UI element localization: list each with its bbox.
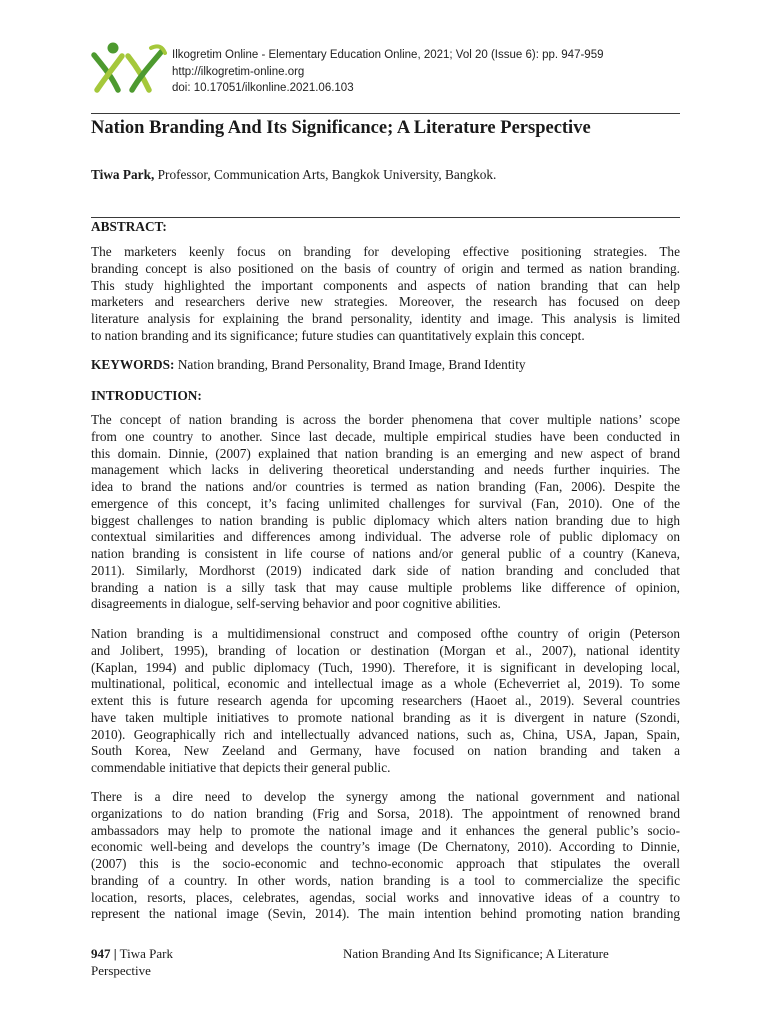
- footer-page-info: [91, 945, 173, 962]
- paragraph-line: 2010). Geographically rich and intellectually advanced nations, such as, China, USA, Japan, Spain,: [91, 726, 680, 742]
- paragraph-line: The concept of nation branding is across the border phenomena that cover multiple nations’ scope: [91, 412, 680, 427]
- journal-logo: [91, 40, 167, 94]
- abstract-line: The marketers keenly focus on branding for developing effective positioning strategies. The: [91, 244, 680, 259]
- running-title: Nation Branding And Its Significance; A Literature: [343, 946, 609, 961]
- intro-paragraph-1: [91, 412, 680, 613]
- page-number: 947: [91, 946, 111, 961]
- article-title: Nation Branding And Its Significance; A Literature Perspective: [91, 118, 591, 138]
- introduction-heading-text: INTRODUCTION:: [91, 388, 202, 403]
- paragraph-line: extent this is future research agenda for upcoming researchers (Haoet al., 2019). Several countries: [91, 693, 680, 708]
- intro-paragraph-2: [91, 626, 680, 777]
- keywords-text: Nation branding, Brand Personality, Brand Image, Brand Identity: [177, 357, 526, 372]
- footer-separator: |: [113, 946, 117, 961]
- paragraph-line: idea to brand the nations and/or countries is termed as nation branding (Fan, 2006). Despite the: [91, 479, 680, 494]
- paragraph-line: branding of a country. In other words, nation branding is a tool to commercialize the specific: [91, 872, 680, 888]
- paragraph-line: (Kaplan, 1994) and public diplomacy (Tuch, 1990). Therefore, it is significant in developing local,: [91, 659, 680, 675]
- intro-paragraph-3: [91, 789, 680, 923]
- abstract-line: to nation branding and its significance; future studies can quantitatively explain this concept.: [91, 327, 585, 343]
- author-affiliation: Professor, Communication Arts, Bangkok University, Bangkok.: [157, 167, 497, 182]
- paragraph-line: from one country to another. Since last decade, multiple empirical studies have been conducted in: [91, 428, 680, 444]
- paragraph-line: There is a dire need to develop the synergy among the national government and national: [91, 789, 680, 804]
- paragraph-line: have taken multiple initiatives to promote national branding as it is divergent in nature (Szondi,: [91, 709, 680, 725]
- paragraph-line: this domain. Dinnie, (2007) explained that nation branding is an emerging and new aspect of brand: [91, 445, 680, 461]
- journal-logo-icon: [91, 40, 167, 94]
- paragraph-line: biggest challenges to nation branding is public diplomacy which alters nation branding due to high: [91, 512, 680, 528]
- paragraph-line: ambassadors may help to promote the national image and it enhances the general public’s socio-: [91, 822, 680, 838]
- journal-url-link[interactable]: http://ilkogretim-online.org: [172, 65, 305, 78]
- paragraph-line: contextual similarities and differences among individual. The adverse role of public diplomacy on: [91, 529, 680, 545]
- paragraph-line: disagreements in dialogue, self-serving behavior and poor cognitive abilities.: [91, 596, 501, 612]
- paragraph-line: location, resorts, places, celebrates, agendas, social works and innovative ideas of a country to: [91, 889, 680, 905]
- abstract-heading: [91, 219, 167, 236]
- abstract-body: [91, 244, 680, 345]
- abstract-line: marketers and researchers derive new strategies. Moreover, the research has focused on deep: [91, 294, 680, 310]
- abstract-divider: [91, 217, 680, 218]
- paragraph-line: Nation branding is a multidimensional construct and composed ofthe country of origin (Peterson: [91, 626, 680, 641]
- journal-doi: doi: 10.17051/ilkonline.2021.06.103: [172, 82, 354, 94]
- paragraph-line: commendable initiative that depicts their general public.: [91, 760, 391, 775]
- abstract-line: This study highlighted the important components and aspects of nation branding that can help: [91, 277, 680, 293]
- abstract-line: literature analysis for explaining the brand personality, identity and image. This analysis is limited: [91, 311, 680, 326]
- author-line: [91, 167, 496, 184]
- paragraph-line: management which lacks in delivering theoretical understanding and needs further inquiries. The: [91, 462, 680, 478]
- introduction-heading: [91, 388, 202, 405]
- journal-header: [172, 47, 604, 97]
- paragraph-line: (2007) this is the socio-economic and techno-economic approach that stipulates the overall: [91, 856, 680, 871]
- paragraph-line: nation branding is consistent in life course of nations and/or general public of a country (Kaneva,: [91, 546, 680, 561]
- paragraph-line: organizations to do nation branding (Frig and Sorsa, 2018). The appointment of renowned brand: [91, 805, 680, 821]
- footer-author: Tiwa Park: [119, 946, 173, 961]
- paragraph-line: 2011). Similarly, Mordhorst (2019) indicated dark side of nation branding and concluded that: [91, 562, 680, 578]
- abstract-heading-text: ABSTRACT:: [91, 219, 167, 234]
- keywords-heading: KEYWORDS:: [91, 357, 175, 372]
- abstract-line: branding concept is also positioned on the basis of country of origin and termed as nation branding.: [91, 260, 680, 276]
- paragraph-line: represent the national image (Sevin, 2014). The main intention behind promoting nation branding: [91, 906, 680, 922]
- journal-citation: Ilkogretim Online - Elementary Education Online, 2021; Vol 20 (Issue 6): pp. 947-959: [172, 49, 604, 61]
- paragraph-line: economic well-being and develops the country’s image (De Chernatony, 2010). According to Dinnie,: [91, 839, 680, 855]
- paragraph-line: multinational, political, economic and intellectual image as a whole (Echeverriet al, 2019). To some: [91, 676, 680, 692]
- paragraph-line: emergence of this concept, it’s facing unlimited challenges for survival (Fan, 2010). One of the: [91, 495, 680, 511]
- paragraph-line: South Korea, New Zeeland and Germany, have focused on nation branding and taken a: [91, 743, 680, 759]
- paragraph-line: and Jolibert, 1995), branding of location or destination (Morgan et al., 2007), national identity: [91, 642, 680, 658]
- paragraph-line: branding a nation is a silly task that may cause multiple problems like difference of opinion,: [91, 579, 680, 595]
- author-name: Tiwa Park,: [91, 167, 155, 182]
- running-title-continued: Perspective: [91, 963, 151, 978]
- header-divider: [91, 113, 680, 114]
- keywords-line: [91, 357, 526, 374]
